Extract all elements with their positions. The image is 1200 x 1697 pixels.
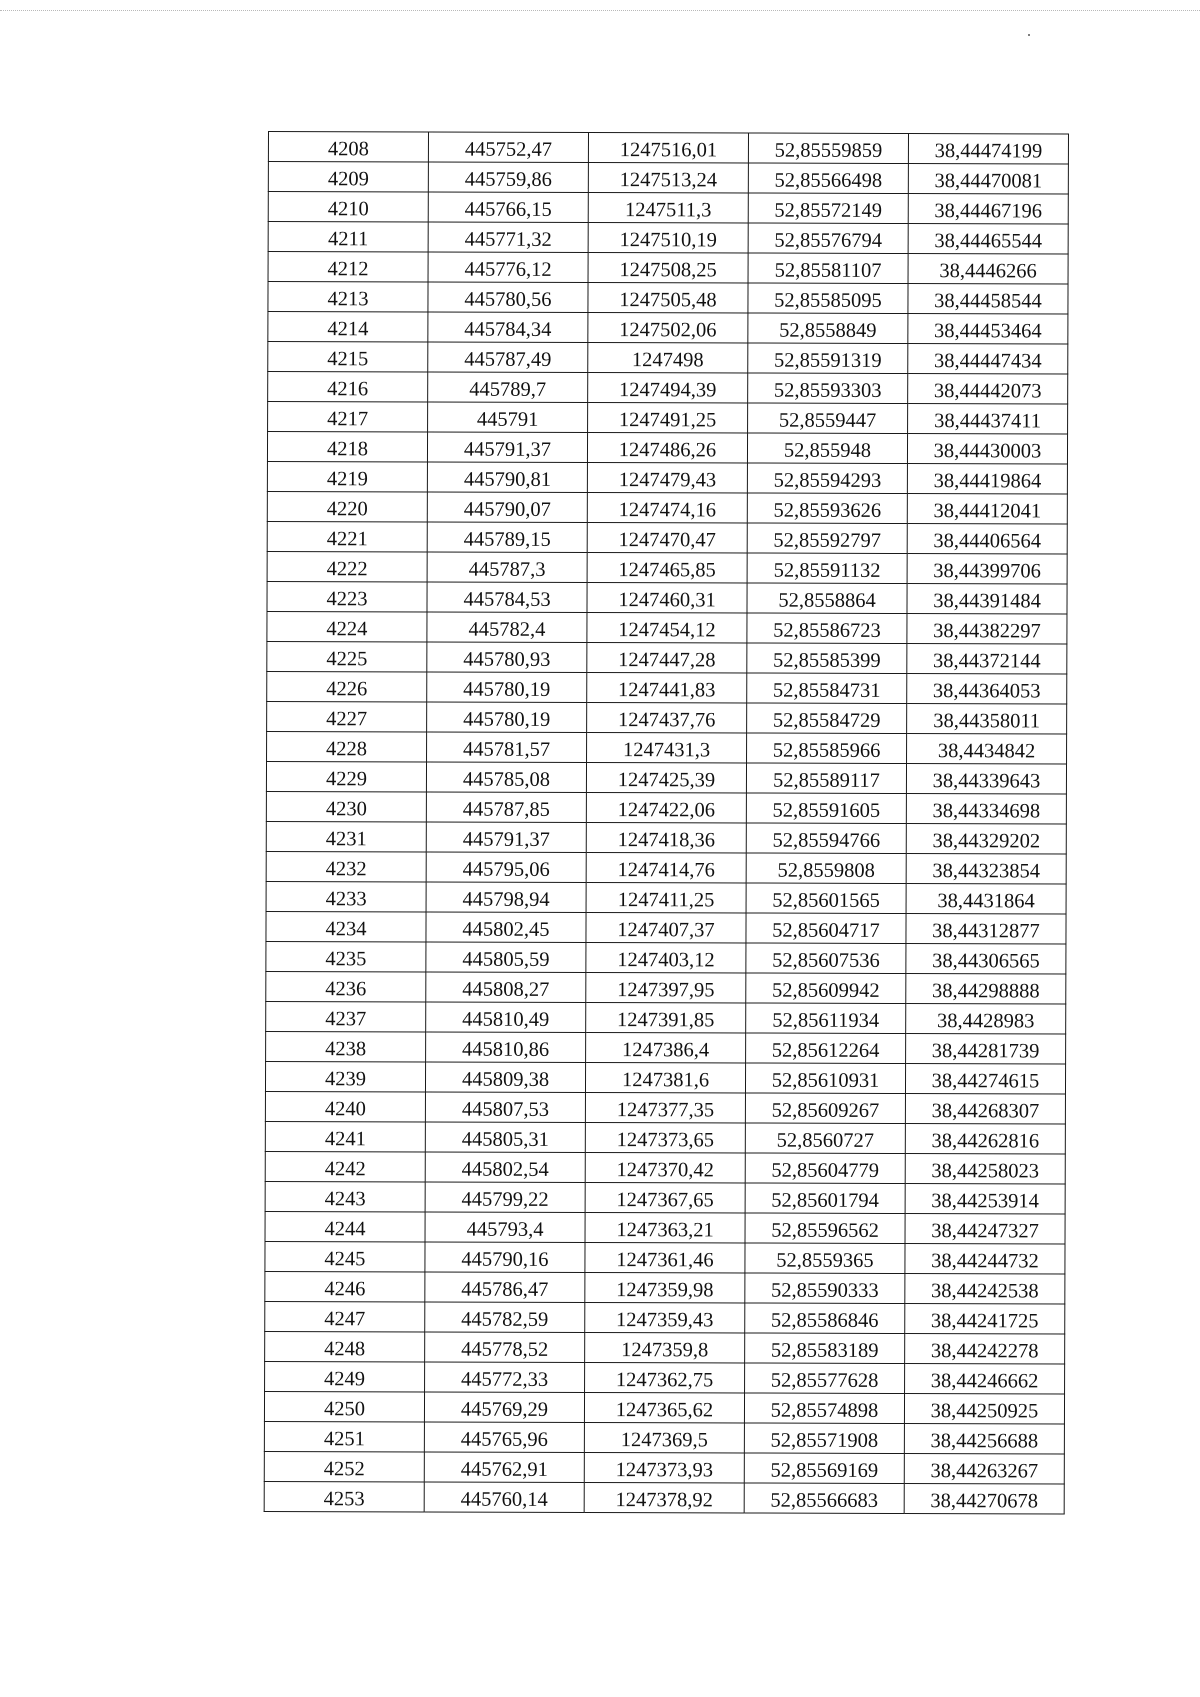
table-row (267, 461, 1067, 494)
longitude-cell: 38,44458544 (908, 284, 1068, 315)
latitude-cell: 52,8559808 (746, 853, 906, 884)
coord-x-cell: 445771,32 (428, 222, 588, 253)
coord-y-cell: 1247474,16 (587, 493, 747, 524)
coord-y-cell: 1247508,25 (588, 253, 748, 284)
coord-y-cell: 1247381,6 (585, 1063, 745, 1094)
table-row (266, 1031, 1066, 1064)
coord-y-cell: 1247359,8 (585, 1333, 745, 1364)
table-row (268, 372, 1068, 405)
point-number-cell: 4245 (265, 1241, 425, 1272)
table-row (268, 312, 1068, 345)
latitude-cell: 52,85611934 (746, 1003, 906, 1034)
coord-x-cell: 445790,16 (425, 1242, 585, 1273)
coord-y-cell: 1247363,21 (585, 1213, 745, 1244)
coord-x-cell: 445785,08 (426, 762, 586, 793)
coord-y-cell: 1247373,65 (585, 1123, 745, 1154)
coord-x-cell: 445802,45 (426, 912, 586, 943)
longitude-cell: 38,44241725 (905, 1304, 1065, 1335)
latitude-cell: 52,85601565 (746, 883, 906, 914)
coord-x-cell: 445780,19 (427, 672, 587, 703)
coord-x-cell: 445805,31 (425, 1122, 585, 1153)
coord-y-cell: 1247454,12 (587, 613, 747, 644)
point-number-cell: 4215 (268, 342, 428, 373)
point-number-cell: 4222 (267, 551, 427, 582)
longitude-cell: 38,44270678 (904, 1484, 1064, 1515)
coord-x-cell: 445793,4 (425, 1212, 585, 1243)
coord-y-cell: 1247431,3 (587, 733, 747, 764)
coord-x-cell: 445780,19 (427, 702, 587, 733)
longitude-cell: 38,44442073 (908, 374, 1068, 405)
coord-y-cell: 1247367,65 (585, 1183, 745, 1214)
coord-y-cell: 1247516,01 (588, 133, 748, 164)
coord-y-cell: 1247378,92 (584, 1483, 744, 1514)
longitude-cell: 38,44246662 (905, 1364, 1065, 1395)
coord-x-cell: 445787,3 (427, 552, 587, 583)
latitude-cell: 52,85596562 (745, 1213, 905, 1244)
coord-y-cell: 1247365,62 (584, 1393, 744, 1424)
table-row (265, 1271, 1065, 1304)
latitude-cell: 52,8560727 (745, 1123, 905, 1154)
latitude-cell: 52,85574898 (744, 1393, 904, 1424)
point-number-cell: 4219 (267, 461, 427, 492)
longitude-cell: 38,44244732 (905, 1244, 1065, 1275)
table-row (266, 1001, 1066, 1034)
scan-speck (1028, 34, 1030, 36)
point-number-cell: 4212 (268, 252, 428, 283)
longitude-cell: 38,44391484 (907, 584, 1067, 615)
coord-y-cell: 1247386,4 (586, 1033, 746, 1064)
table-row (268, 342, 1068, 375)
longitude-cell: 38,44253914 (905, 1184, 1065, 1215)
coord-y-cell: 1247377,35 (585, 1093, 745, 1124)
point-number-cell: 4246 (265, 1271, 425, 1302)
table-row (265, 1151, 1065, 1184)
coord-x-cell: 445791,37 (426, 822, 586, 853)
table-row (267, 551, 1067, 584)
table-row (267, 521, 1067, 554)
longitude-cell: 38,44263267 (904, 1454, 1064, 1485)
point-number-cell: 4221 (267, 521, 427, 552)
coord-x-cell: 445780,56 (428, 282, 588, 313)
coord-x-cell: 445790,07 (427, 492, 587, 523)
latitude-cell: 52,85591319 (748, 343, 908, 374)
coord-x-cell: 445759,86 (428, 162, 588, 193)
coord-x-cell: 445760,14 (424, 1482, 584, 1513)
longitude-cell: 38,44447434 (908, 344, 1068, 375)
point-number-cell: 4253 (264, 1481, 424, 1512)
latitude-cell: 52,85585095 (748, 283, 908, 314)
longitude-cell: 38,44329202 (906, 824, 1066, 855)
coord-y-cell: 1247470,47 (587, 523, 747, 554)
point-number-cell: 4217 (268, 402, 428, 433)
coord-x-cell: 445790,81 (427, 462, 587, 493)
table-row (267, 581, 1067, 614)
table-row (267, 701, 1067, 734)
coord-x-cell: 445798,94 (426, 882, 586, 913)
table-row (266, 821, 1066, 854)
coord-x-cell: 445765,96 (424, 1422, 584, 1453)
scan-edge-line (0, 10, 1200, 11)
longitude-cell: 38,4431864 (906, 884, 1066, 915)
coord-x-cell: 445766,15 (428, 192, 588, 223)
coord-x-cell: 445809,38 (425, 1062, 585, 1093)
coord-y-cell: 1247361,46 (585, 1243, 745, 1274)
latitude-cell: 52,85590333 (745, 1273, 905, 1304)
longitude-cell: 38,44372144 (907, 644, 1067, 675)
table-row (265, 1181, 1065, 1214)
table-row (264, 1421, 1064, 1454)
latitude-cell: 52,8558849 (748, 313, 908, 344)
coord-x-cell: 445752,47 (428, 132, 588, 163)
latitude-cell: 52,85566683 (744, 1483, 904, 1514)
coord-x-cell: 445786,47 (425, 1272, 585, 1303)
table-row (265, 1301, 1065, 1334)
latitude-cell: 52,85571908 (744, 1423, 904, 1454)
latitude-cell: 52,85586846 (745, 1303, 905, 1334)
point-number-cell: 4223 (267, 581, 427, 612)
coord-y-cell: 1247479,43 (587, 463, 747, 494)
point-number-cell: 4213 (268, 282, 428, 313)
latitude-cell: 52,85601794 (745, 1183, 905, 1214)
longitude-cell: 38,44364053 (907, 674, 1067, 705)
table-row (267, 671, 1067, 704)
latitude-cell: 52,8559447 (748, 403, 908, 434)
coord-x-cell: 445782,59 (425, 1302, 585, 1333)
coord-y-cell: 1247437,76 (587, 703, 747, 734)
coord-x-cell: 445807,53 (425, 1092, 585, 1123)
coord-y-cell: 1247510,19 (588, 223, 748, 254)
table-row (265, 1061, 1065, 1094)
point-number-cell: 4227 (267, 701, 427, 732)
coord-x-cell: 445795,06 (426, 852, 586, 883)
coord-y-cell: 1247359,43 (585, 1303, 745, 1334)
latitude-cell: 52,85609942 (746, 973, 906, 1004)
latitude-cell: 52,85604717 (746, 913, 906, 944)
coord-x-cell: 445784,34 (428, 312, 588, 343)
coord-x-cell: 445789,15 (427, 522, 587, 553)
table-row (268, 132, 1068, 165)
table-row (268, 192, 1068, 225)
latitude-cell: 52,8558864 (747, 583, 907, 614)
longitude-cell: 38,44437411 (908, 404, 1068, 435)
latitude-cell: 52,85572149 (748, 193, 908, 224)
coord-y-cell: 1247491,25 (588, 403, 748, 434)
point-number-cell: 4218 (267, 432, 427, 463)
point-number-cell: 4209 (268, 162, 428, 193)
latitude-cell: 52,85583189 (745, 1333, 905, 1364)
longitude-cell: 38,44256688 (904, 1424, 1064, 1455)
point-number-cell: 4250 (264, 1391, 424, 1422)
coord-y-cell: 1247460,31 (587, 583, 747, 614)
point-number-cell: 4251 (264, 1421, 424, 1452)
table-row (266, 761, 1066, 794)
coord-y-cell: 1247486,26 (587, 433, 747, 464)
table-row (265, 1091, 1065, 1124)
table-row (267, 491, 1067, 524)
longitude-cell: 38,44262816 (905, 1124, 1065, 1155)
coord-x-cell: 445762,91 (424, 1452, 584, 1483)
latitude-cell: 52,85566498 (748, 163, 908, 194)
coord-x-cell: 445778,52 (425, 1332, 585, 1363)
point-number-cell: 4208 (268, 132, 428, 163)
longitude-cell: 38,44250925 (904, 1394, 1064, 1425)
point-number-cell: 4249 (265, 1361, 425, 1392)
coord-y-cell: 1247441,83 (587, 673, 747, 704)
coord-x-cell: 445808,27 (426, 972, 586, 1003)
longitude-cell: 38,44242278 (905, 1334, 1065, 1365)
coord-x-cell: 445799,22 (425, 1182, 585, 1213)
point-number-cell: 4224 (267, 611, 427, 642)
coord-x-cell: 445776,12 (428, 252, 588, 283)
coord-x-cell: 445781,57 (427, 732, 587, 763)
coord-x-cell: 445805,59 (426, 942, 586, 973)
latitude-cell: 52,85585399 (747, 643, 907, 674)
point-number-cell: 4235 (266, 941, 426, 972)
point-number-cell: 4225 (267, 641, 427, 672)
coord-y-cell: 1247407,37 (586, 913, 746, 944)
table-row (266, 971, 1066, 1004)
point-number-cell: 4228 (267, 731, 427, 762)
latitude-cell: 52,85592797 (747, 523, 907, 554)
table-row (267, 611, 1067, 644)
point-number-cell: 4234 (266, 911, 426, 942)
table-row (265, 1121, 1065, 1154)
point-number-cell: 4239 (265, 1061, 425, 1092)
coord-x-cell: 445810,86 (426, 1032, 586, 1063)
latitude-cell: 52,85559859 (748, 133, 908, 164)
point-number-cell: 4240 (265, 1091, 425, 1122)
point-number-cell: 4216 (268, 372, 428, 403)
coord-y-cell: 1247447,28 (587, 643, 747, 674)
point-number-cell: 4236 (266, 971, 426, 1002)
point-number-cell: 4252 (264, 1451, 424, 1482)
table-row (267, 731, 1067, 764)
point-number-cell: 4242 (265, 1151, 425, 1182)
point-number-cell: 4229 (266, 761, 426, 792)
coord-y-cell: 1247370,42 (585, 1153, 745, 1184)
latitude-cell: 52,85593626 (747, 493, 907, 524)
longitude-cell: 38,44334698 (906, 794, 1066, 825)
longitude-cell: 38,44258023 (905, 1154, 1065, 1185)
table-row (266, 941, 1066, 974)
coord-x-cell: 445810,49 (426, 1002, 586, 1033)
coord-y-cell: 1247425,39 (586, 763, 746, 794)
coord-x-cell: 445787,49 (428, 342, 588, 373)
latitude-cell: 52,85585966 (747, 733, 907, 764)
longitude-cell: 38,44274615 (905, 1064, 1065, 1095)
coordinates-table-body (264, 132, 1068, 1515)
latitude-cell: 52,85604779 (745, 1153, 905, 1184)
latitude-cell: 52,85584731 (747, 673, 907, 704)
coord-x-cell: 445791,37 (427, 432, 587, 463)
latitude-cell: 52,85609267 (745, 1093, 905, 1124)
coord-x-cell: 445784,53 (427, 582, 587, 613)
point-number-cell: 4211 (268, 222, 428, 253)
point-number-cell: 4243 (265, 1181, 425, 1212)
longitude-cell: 38,44339643 (906, 764, 1066, 795)
coord-x-cell: 445780,93 (427, 642, 587, 673)
longitude-cell: 38,44474199 (908, 134, 1068, 165)
coord-y-cell: 1247369,5 (584, 1423, 744, 1454)
table-row (265, 1241, 1065, 1274)
table-row (268, 162, 1068, 195)
coord-x-cell: 445769,29 (424, 1392, 584, 1423)
coord-y-cell: 1247494,39 (588, 373, 748, 404)
latitude-cell: 52,85610931 (745, 1063, 905, 1094)
latitude-cell: 52,85607536 (746, 943, 906, 974)
table-row (266, 911, 1066, 944)
point-number-cell: 4214 (268, 312, 428, 343)
latitude-cell: 52,85612264 (746, 1033, 906, 1064)
coord-y-cell: 1247414,76 (586, 853, 746, 884)
longitude-cell: 38,44306565 (906, 944, 1066, 975)
table-row (268, 402, 1068, 435)
point-number-cell: 4248 (265, 1331, 425, 1362)
longitude-cell: 38,44312877 (906, 914, 1066, 945)
latitude-cell: 52,85577628 (745, 1363, 905, 1394)
coord-y-cell: 1247511,3 (588, 193, 748, 224)
longitude-cell: 38,44281739 (906, 1034, 1066, 1065)
latitude-cell: 52,85591132 (747, 553, 907, 584)
table-row (264, 1481, 1064, 1514)
latitude-cell: 52,8559365 (745, 1243, 905, 1274)
table-row (265, 1211, 1065, 1244)
coord-x-cell: 445789,7 (428, 372, 588, 403)
point-number-cell: 4210 (268, 192, 428, 223)
longitude-cell: 38,44453464 (908, 314, 1068, 345)
longitude-cell: 38,44323854 (906, 854, 1066, 885)
coord-x-cell: 445782,4 (427, 612, 587, 643)
longitude-cell: 38,4434842 (907, 734, 1067, 765)
coord-y-cell: 1247422,06 (586, 793, 746, 824)
latitude-cell: 52,85591605 (746, 793, 906, 824)
longitude-cell: 38,44467196 (908, 194, 1068, 225)
latitude-cell: 52,85581107 (748, 253, 908, 284)
point-number-cell: 4238 (266, 1031, 426, 1062)
point-number-cell: 4237 (266, 1001, 426, 1032)
coord-x-cell: 445772,33 (425, 1362, 585, 1393)
table-row (266, 881, 1066, 914)
longitude-cell: 38,44412041 (907, 494, 1067, 525)
coord-y-cell: 1247403,12 (586, 943, 746, 974)
longitude-cell: 38,4428983 (906, 1004, 1066, 1035)
coord-y-cell: 1247465,85 (587, 553, 747, 584)
longitude-cell: 38,44406564 (907, 524, 1067, 555)
latitude-cell: 52,85584729 (747, 703, 907, 734)
table-row (265, 1361, 1065, 1394)
table-row (266, 851, 1066, 884)
latitude-cell: 52,85594293 (747, 463, 907, 494)
coord-y-cell: 1247391,85 (586, 1003, 746, 1034)
coord-y-cell: 1247502,06 (588, 313, 748, 344)
table-row (264, 1391, 1064, 1424)
longitude-cell: 38,44419864 (907, 464, 1067, 495)
coord-y-cell: 1247418,36 (586, 823, 746, 854)
point-number-cell: 4241 (265, 1121, 425, 1152)
longitude-cell: 38,44399706 (907, 554, 1067, 585)
latitude-cell: 52,85593303 (748, 373, 908, 404)
longitude-cell: 38,44382297 (907, 614, 1067, 645)
coord-y-cell: 1247411,25 (586, 883, 746, 914)
table-row (267, 641, 1067, 674)
coord-y-cell: 1247359,98 (585, 1273, 745, 1304)
latitude-cell: 52,85594766 (746, 823, 906, 854)
coord-y-cell: 1247373,93 (584, 1453, 744, 1484)
longitude-cell: 38,44298888 (906, 974, 1066, 1005)
longitude-cell: 38,44268307 (905, 1094, 1065, 1125)
coord-x-cell: 445802,54 (425, 1152, 585, 1183)
point-number-cell: 4220 (267, 491, 427, 522)
coord-y-cell: 1247362,75 (585, 1363, 745, 1394)
coord-y-cell: 1247505,48 (588, 283, 748, 314)
point-number-cell: 4232 (266, 851, 426, 882)
coord-x-cell: 445791 (428, 402, 588, 433)
point-number-cell: 4247 (265, 1301, 425, 1332)
longitude-cell: 38,44470081 (908, 164, 1068, 195)
table-row (268, 282, 1068, 315)
table-row (268, 252, 1068, 285)
point-number-cell: 4231 (266, 821, 426, 852)
coord-y-cell: 1247513,24 (588, 163, 748, 194)
longitude-cell: 38,44465544 (908, 224, 1068, 255)
longitude-cell: 38,44247327 (905, 1214, 1065, 1245)
point-number-cell: 4226 (267, 671, 427, 702)
coord-y-cell: 1247397,95 (586, 973, 746, 1004)
point-number-cell: 4230 (266, 791, 426, 822)
latitude-cell: 52,855948 (747, 433, 907, 464)
table-row (264, 1451, 1064, 1484)
coordinates-table (264, 131, 1069, 1515)
table-row (265, 1331, 1065, 1364)
longitude-cell: 38,44358011 (907, 704, 1067, 735)
latitude-cell: 52,85576794 (748, 223, 908, 254)
point-number-cell: 4233 (266, 881, 426, 912)
latitude-cell: 52,85589117 (746, 763, 906, 794)
longitude-cell: 38,44430003 (907, 434, 1067, 465)
point-number-cell: 4244 (265, 1211, 425, 1242)
latitude-cell: 52,85569169 (744, 1453, 904, 1484)
table-row (266, 791, 1066, 824)
table-row (267, 432, 1067, 465)
table-row (268, 222, 1068, 255)
coord-x-cell: 445787,85 (426, 792, 586, 823)
latitude-cell: 52,85586723 (747, 613, 907, 644)
longitude-cell: 38,44242538 (905, 1274, 1065, 1305)
coord-y-cell: 1247498 (588, 343, 748, 374)
longitude-cell: 38,4446266 (908, 254, 1068, 285)
